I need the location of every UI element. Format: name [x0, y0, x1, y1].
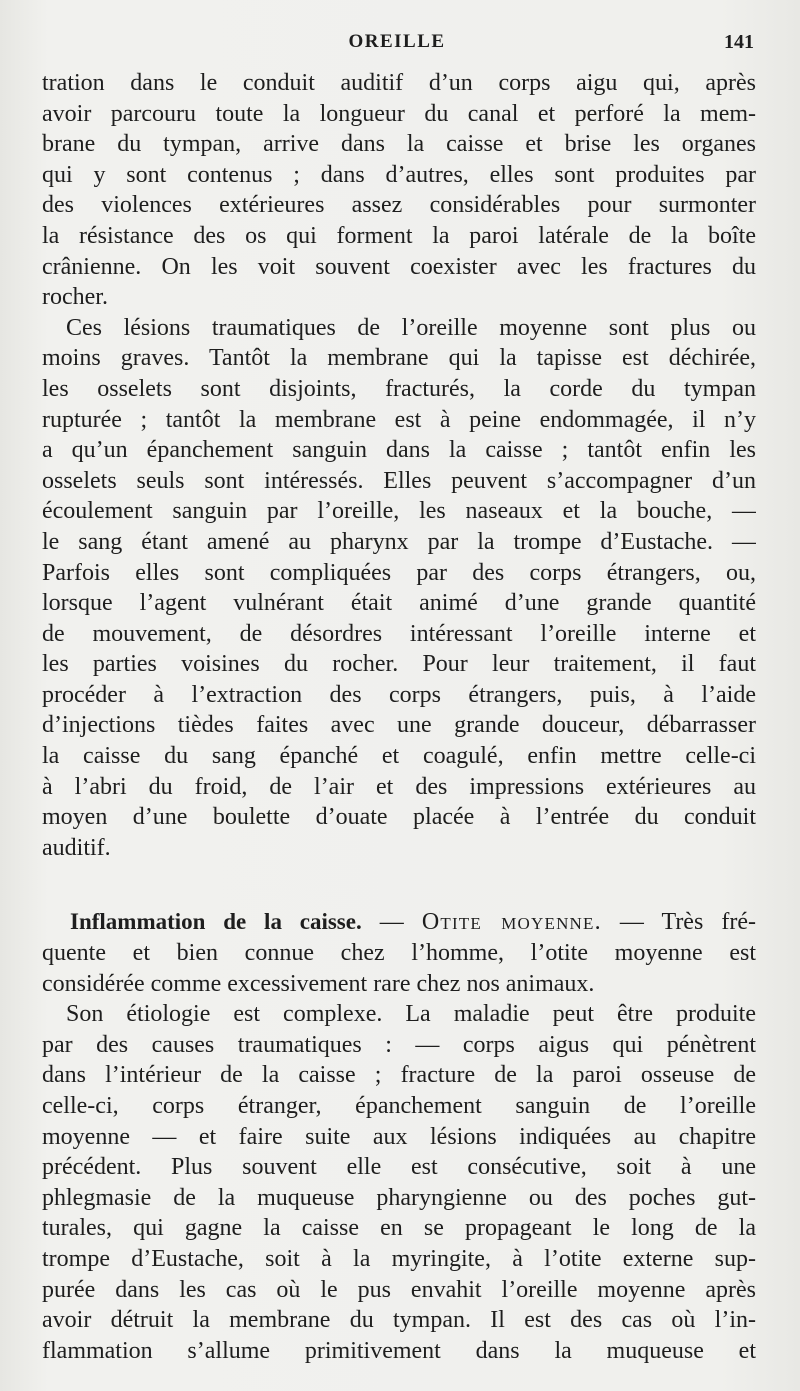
text-line: moins graves. Tantôt la membrane qui la tapisse est déchirée,	[42, 345, 756, 372]
paragraph-continuation	[42, 68, 756, 313]
text-line: Son étiologie est complexe. La maladie peut être produite	[66, 1001, 756, 1028]
text-line: purée dans les cas où le pus envahit l’oreille moyenne après	[42, 1276, 756, 1303]
text-line: rupturée ; tantôt la membrane est à peine endommagée, il n’y	[42, 406, 756, 433]
text-line: trompe d’Eustache, soit à la myringite, à l’otite externe sup-	[42, 1245, 756, 1272]
text-line: la résistance des os qui forment la paroi latérale de la boîte	[42, 222, 756, 249]
text-line: de mouvement, de désordres intéressant l’oreille interne et	[42, 620, 756, 647]
text-line: d’injections tièdes faites avec une grande douceur, débarrasser	[42, 712, 756, 739]
text-line: le sang étant amené au pharynx par la trompe d’Eustache. —	[42, 528, 756, 555]
text-line: précédent. Plus souvent elle est consécutive, soit à une	[42, 1154, 756, 1181]
text-line: moyen d’une boulette d’ouate placée à l’entrée du conduit	[42, 804, 756, 831]
text-line: écoulement sanguin par l’oreille, les naseaux et la bouche, —	[42, 498, 756, 525]
text-line: flammation s’allume primitivement dans la muqueuse et	[42, 1337, 756, 1364]
body-text	[42, 68, 756, 1366]
text-line: avoir parcouru toute la longueur du canal et perforé la mem-	[42, 100, 756, 127]
text-line: la caisse du sang épanché et coagulé, enfin mettre celle-ci	[42, 743, 756, 770]
page-header	[40, 31, 754, 61]
paragraph-traumatic-lesions	[42, 313, 756, 864]
text-line: lorsque l’agent vulnérant était animé d’une grande quantité	[42, 590, 756, 617]
text-line: quente et bien connue chez l’homme, l’otite moyenne est	[42, 940, 756, 967]
text-line: considérée comme excessivement rare chez nos animaux.	[42, 970, 595, 997]
text-line: à l’abri du froid, de l’air et des impressions extérieures au	[42, 773, 756, 800]
em-dash: —	[601, 909, 662, 936]
text-line: les parties voisines du rocher. Pour leur traitement, il faut	[42, 651, 756, 678]
text-line: avoir détruit la membrane du tympan. Il est des cas où l’in-	[42, 1307, 756, 1334]
text-line: les osselets sont disjoints, fracturés, la corde du tympan	[42, 375, 756, 402]
text-line: a qu’un épanchement sanguin dans la caisse ; tantôt enfin les	[42, 437, 756, 464]
text-line: auditif.	[42, 834, 111, 861]
page-number: 141	[724, 31, 754, 53]
text-line: Parfois elles sont compliquées par des corps étrangers, ou,	[42, 559, 756, 586]
text-line: moyenne — et faire suite aux lésions indiquées au chapitre	[42, 1123, 756, 1150]
text-line: procéder à l’extraction des corps étrangers, puis, à l’aide	[42, 681, 756, 708]
section-title: Inflammation de la caisse.	[70, 909, 362, 935]
text-line: des violences extérieures assez considérables pour surmonter	[42, 192, 756, 219]
text-fragment: Très fré-	[661, 909, 756, 936]
section-subtitle: Otite moyenne.	[421, 909, 602, 936]
section-heading-line	[42, 907, 756, 938]
text-line: brane du tympan, arrive dans la caisse et brise les organes	[42, 131, 756, 158]
section-spacer	[42, 863, 756, 907]
text-line: dans l’intérieur de la caisse ; fracture de la paroi osseuse de	[42, 1062, 756, 1089]
text-line: Ces lésions traumatiques de l’oreille moyenne sont plus ou	[66, 314, 756, 341]
em-dash: —	[361, 909, 422, 936]
text-line: turales, qui gagne la caisse en se propageant le long de la	[42, 1215, 756, 1242]
text-line: rocher.	[42, 284, 108, 311]
text-line: qui y sont contenus ; dans d’autres, elles sont produites par	[42, 161, 756, 188]
running-head: OREILLE	[348, 31, 446, 52]
paragraph-etiology	[42, 999, 756, 1366]
text-line: phlegmasie de la muqueuse pharyngienne ou des poches gut-	[42, 1184, 756, 1211]
text-line: crânienne. On les voit souvent coexister avec les fractures du	[42, 253, 756, 280]
text-line: tration dans le conduit auditif d’un corps aigu qui, après	[42, 70, 756, 96]
section-inflammation	[42, 907, 756, 999]
text-line: par des causes traumatiques : — corps aigus qui pénètrent	[42, 1031, 756, 1058]
text-line: celle-ci, corps étranger, épanchement sanguin de l’oreille	[42, 1093, 756, 1119]
text-line: osselets seuls sont intéressés. Elles peuvent s’accompagner d’un	[42, 467, 756, 494]
